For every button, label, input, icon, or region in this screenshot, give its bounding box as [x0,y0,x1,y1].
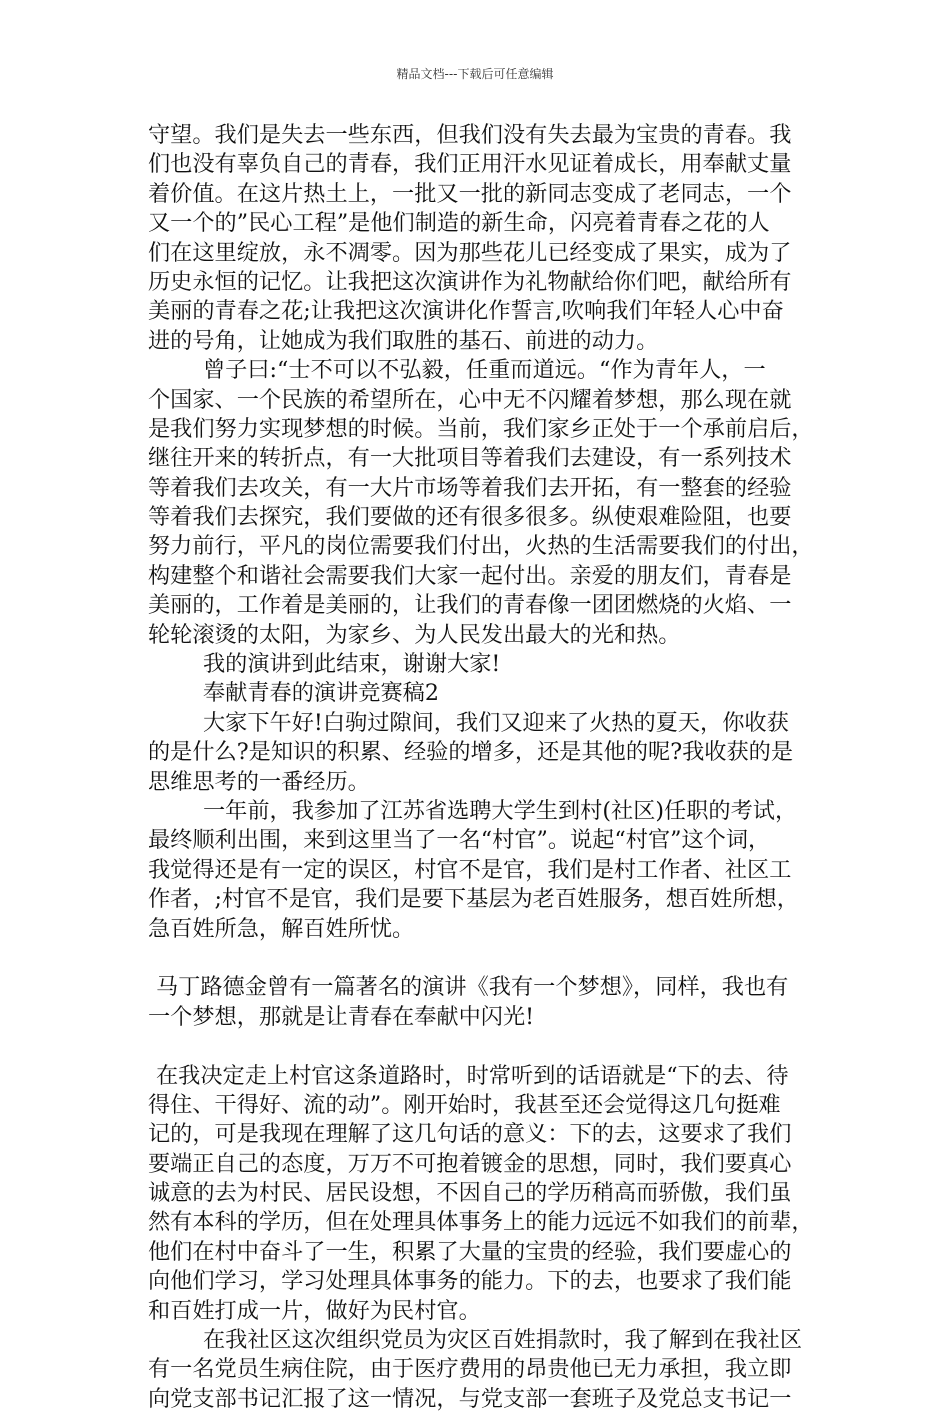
text-line: 大家下午好!白驹过隙间，我们又迎来了火热的夏天，你收获 [203,709,789,736]
text-line: 要端正自己的态度，万万不可抱着镀金的思想，同时，我们要真心 [148,1150,792,1177]
text-line: 在我社区这次组织党员为灾区百姓捐款时，我了解到在我社区 [203,1327,803,1354]
text-line: 有一名党员生病住院，由于医疗费用的昂贵他已无力承担，我立即 [148,1356,792,1383]
text-line: 努力前行，平凡的岗位需要我们付出，火热的生活需要我们的付出， [148,533,814,560]
text-line: 的是什么?是知识的积累、经验的增多，还是其他的呢?我收获的是 [148,739,794,766]
text-line: 最终顺利出围，来到这里当了一名“村官”。说起“村官”这个词， [148,827,771,854]
text-line: 得住、干得好、流的动”。刚开始时，我甚至还会觉得这几句挺难 [148,1091,781,1118]
text-line: 向党支部书记汇报了这一情况，与党支部一套班子及党总支书记一 [148,1385,792,1412]
text-line: 在我决定走上村官这条道路时，时常听到的话语就是“下的去、待 [156,1062,789,1089]
text-line: 历史永恒的记忆。让我把这次演讲作为礼物献给你们吧，献给所有 [148,268,792,295]
text-line: 是我们努力实现梦想的时候。当前，我们家乡正处于一个承前启后， [148,415,814,442]
text-line: 我的演讲到此结束，谢谢大家! [203,651,501,678]
text-line: 急百姓所急，解百姓所忧。 [148,915,415,942]
text-line: 个国家、一个民族的希望所在，心中无不闪耀着梦想，那么现在就 [148,386,792,413]
text-line: 守望。我们是失去一些东西，但我们没有失去最为宝贵的青春。我 [148,122,792,148]
text-line: 继往开来的转折点，有一大批项目等着我们去建设，有一系列技术 [148,445,792,472]
text-line: 记的，可是我现在理解了这几句话的意义：下的去，这要求了我们 [148,1121,792,1148]
text-line: 一个梦想，那就是让青春在奉献中闪光! [148,1003,535,1030]
text-line: 我觉得还是有一定的误区，村官不是官，我们是村工作者、社区工 [148,856,792,883]
text-line: 们也没有辜负自己的青春，我们正用汗水见证着成长，用奉献丈量 [148,151,792,178]
text-line: 诚意的去为村民、居民设想，不因自己的学历稍高而骄傲，我们虽 [148,1180,792,1207]
text-line: 等着我们去攻关，有一大片市场等着我们去开拓，有一整套的经验 [148,474,792,501]
text-line: 和百姓打成一片，做好为民村官。 [148,1297,481,1324]
text-line: 们在这里绽放，永不凋零。因为那些花儿已经变成了果实，成为了 [148,239,792,266]
text-line: 一年前，我参加了江苏省选聘大学生到村(社区)任职的考试， [203,797,798,824]
text-line: 轮轮滚烫的太阳，为家乡、为人民发出最大的光和热。 [148,621,681,648]
text-line: 然有本科的学历，但在处理具体事务上的能力远远不如我们的前辈， [148,1209,814,1236]
text-line: 美丽的，工作着是美丽的，让我们的青春像一团团燃烧的火焰、一 [148,592,792,619]
text-line: 奉献青春的演讲竞赛稿2 [203,680,439,707]
page-header: 精品文档---下载后可任意编辑 [396,67,554,81]
text-line: 他们在村中奋斗了一生，积累了大量的宝贵的经验，我们要虚心的 [148,1238,792,1265]
text-line: 曾子曰:“士不可以不弘毅，任重而道远。“作为青年人，一 [203,357,766,384]
document-body [148,121,814,1414]
text-line: 美丽的青春之花;让我把这次演讲化作誓言,吹响我们年轻人心中奋 [148,298,784,325]
text-line: 进的号角，让她成为我们取胜的基石、前进的动力。 [148,327,659,354]
text-line: 构建整个和谐社会需要我们大家一起付出。亲爱的朋友们，青春是 [148,562,792,589]
text-line: 着价值。在这片热土上，一批又一批的新同志变成了老同志，一个 [148,180,792,207]
text-line: 向他们学习，学习处理具体事务的能力。下的去，也要求了我们能 [148,1268,792,1295]
text-line: 等着我们去探究，我们要做的还有很多很多。纵使艰难险阻，也要 [148,504,792,531]
text-line: 马丁路德金曾有一篇著名的演讲《我有一个梦想》，同样，我也有 [156,974,789,1001]
text-line: 又一个的”民心工程”是他们制造的新生命，闪亮着青春之花的人 [148,210,770,237]
blank-line [148,1032,808,1061]
blank-line [148,944,808,973]
text-line: 思维思考的一番经历。 [148,768,370,795]
text-line: 作者，;村官不是官，我们是要下基层为老百姓服务，想百姓所想， [148,886,799,913]
